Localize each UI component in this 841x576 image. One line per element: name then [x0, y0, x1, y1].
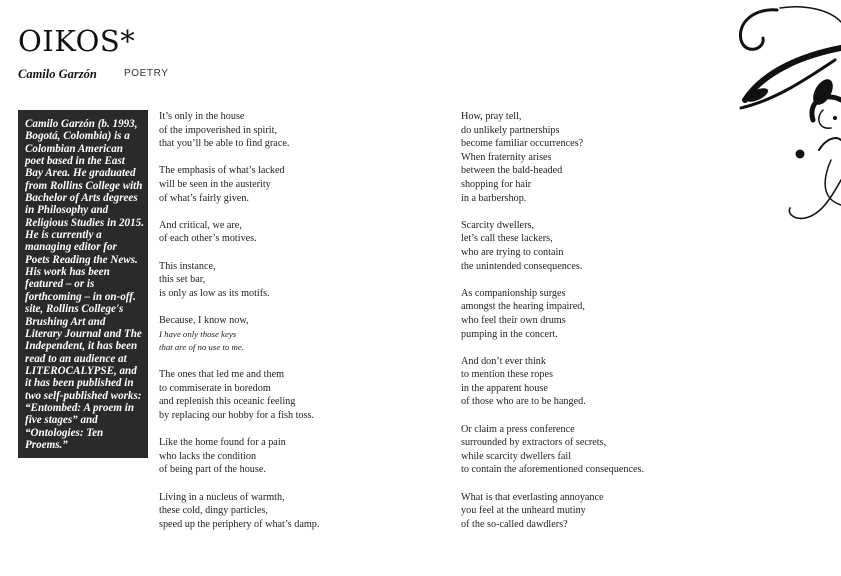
poem-line: you feel at the unheard mutiny [461, 505, 586, 517]
poem-line: in the apparent house [461, 382, 548, 394]
stanza [159, 219, 449, 246]
stanza [461, 219, 741, 273]
poem-line: How, pray tell, [461, 111, 522, 122]
poem-line: to mention these ropes [461, 369, 553, 381]
poem-line: surrounded by extractors of secrets, [461, 437, 607, 449]
stanza [159, 314, 449, 355]
poem-title: OIKOS* [18, 24, 136, 58]
poem-line: The emphasis of what’s lacked [159, 165, 285, 177]
stanza [461, 110, 741, 205]
poem-line: and replenish this oceanic feeling [159, 396, 296, 408]
poem-line: And don’t ever think [461, 355, 546, 367]
poem-line: who are trying to contain [461, 246, 564, 258]
stanza [461, 287, 741, 341]
poem-line: to commiserate in boredom [159, 382, 271, 394]
poem-line: It’s only in the house [159, 111, 245, 122]
poem-line: amongst the hearing impaired, [461, 301, 585, 313]
stanza [461, 491, 741, 532]
poem-line: this set bar, [159, 274, 206, 286]
stanza [159, 260, 449, 301]
poem-column-right [461, 110, 741, 545]
poem-column-left [159, 110, 449, 545]
stanza [461, 355, 741, 409]
poem-line: who lacks the condition [159, 450, 257, 462]
poem-line: speed up the periphery of what’s damp. [159, 518, 320, 530]
poem-line: while scarcity dwellers fail [461, 450, 572, 462]
poem-line: This instance, [159, 260, 216, 272]
poem-line: to contain the aforementioned consequences. [461, 464, 645, 476]
stanza [159, 491, 449, 532]
poem-line: by replacing our hobby for a fish toss. [159, 410, 315, 422]
poem-line: that you’ll be able to find grace. [159, 138, 290, 150]
poem-line: in a barbershop. [461, 192, 527, 204]
stanza [461, 423, 741, 477]
category-label: POETRY [124, 68, 169, 79]
calligraphic-ornament-icon [735, 0, 841, 225]
poem-line: The ones that led me and them [159, 369, 285, 381]
poem-line: these cold, dingy particles, [159, 505, 268, 517]
poem-line: shopping for hair [461, 178, 532, 190]
poem-line-italic: I have only those keys [159, 328, 237, 339]
poem-line: Or claim a press conference [461, 423, 575, 435]
poem-line: of each other’s motives. [159, 233, 257, 245]
author-bio: Camilo Garzón (b. 1993, Bogotá, Colombia) is a Colombian American poet based in the East Bay Area. He graduated from Rollins College with Bachelor of Arts degrees in Philosophy and Religious Studies in 2015. He is currently a managing editor for Poets Reading the News. His work has been featured – or is forthcoming – in on-off. site, Rollins College's Brushing Art and Literary Journal and The Independent, it has been read to an audience at LITEROCALYPSE, and it has been published in two self-published works: “Entombed: A proem in five stages” and “Ontologies: Ten Proems.” [18, 110, 148, 458]
poem-line: will be seen in the austerity [159, 178, 271, 190]
stanza [159, 110, 449, 151]
poem-line: And critical, we are, [159, 219, 242, 231]
poem-line: Because, I know now, [159, 314, 249, 326]
poem-line: of being part of the house. [159, 464, 266, 476]
poem-line: is only as low as its motifs. [159, 287, 270, 299]
poem-line: between the bald-headed [461, 165, 563, 177]
poem-line: Living in a nucleus of warmth, [159, 491, 285, 503]
poem-line-italic: that are of no use to me. [159, 342, 244, 353]
poem-line: who feel their own drums [461, 314, 566, 326]
poem-line: As companionship surges [461, 287, 566, 299]
poem-line: Like the home found for a pain [159, 437, 286, 449]
poem-line: pumping in the concert. [461, 328, 558, 340]
poem-line: of those who are to be hanged. [461, 396, 586, 408]
poem-line: of the impoverished in spirit, [159, 124, 277, 136]
stanza [159, 164, 449, 205]
poem-line: What is that everlasting annoyance [461, 491, 604, 503]
poem-line: Scarcity dwellers, [461, 219, 534, 231]
poem-line: do unlikely partnerships [461, 124, 560, 136]
poem-line: the unintended consequences. [461, 260, 583, 272]
author-name: Camilo Garzón [18, 67, 97, 81]
poem-line: become familiar occurrences? [461, 138, 584, 150]
poem-line: of the so-called dawdlers? [461, 518, 568, 530]
poem-line: When fraternity arises [461, 151, 552, 163]
stanza [159, 368, 449, 422]
poem-line: of what’s fairly given. [159, 192, 249, 204]
stanza [159, 436, 449, 477]
poem-line: let’s call these lackers, [461, 233, 553, 245]
